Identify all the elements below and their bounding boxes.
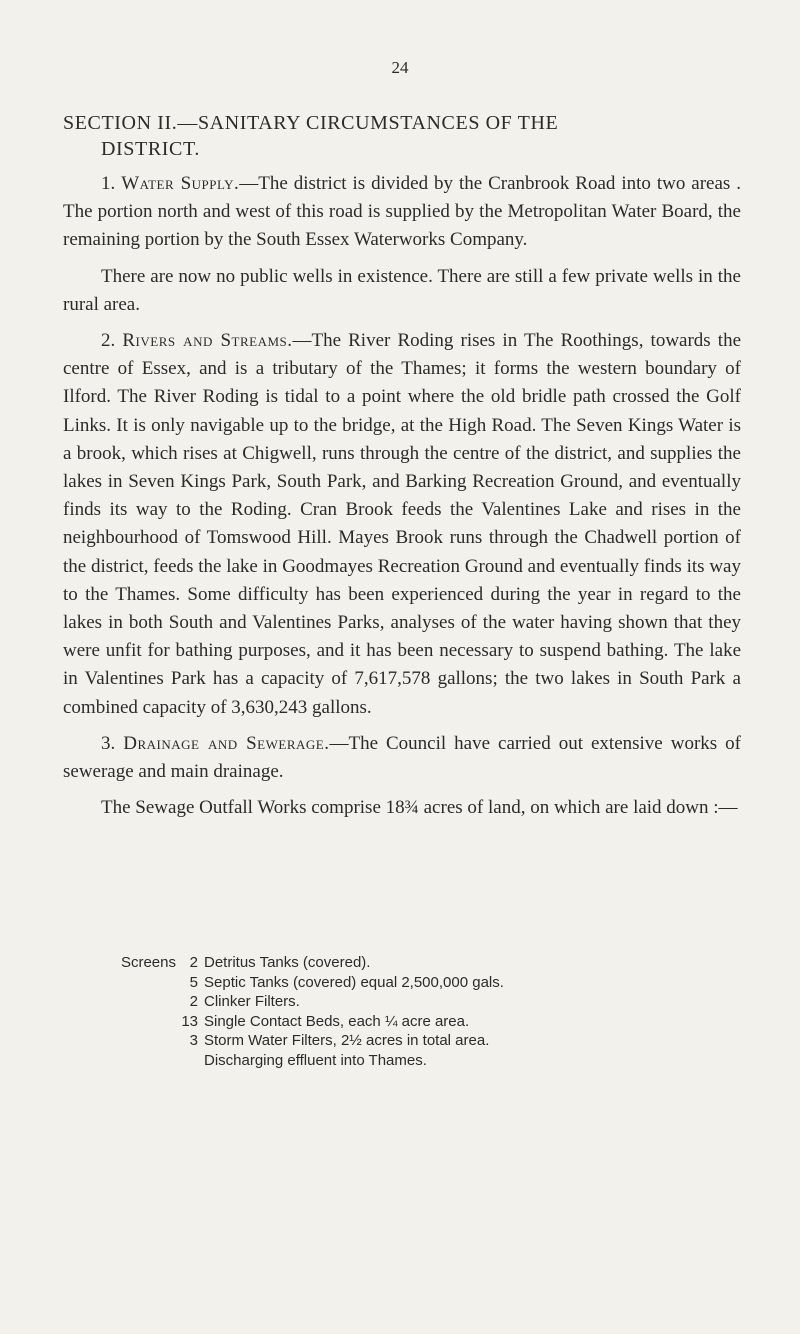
paragraph-rivers: [63, 327, 741, 722]
paragraph-number: 1.: [101, 173, 116, 194]
list-item-text: Detritus Tanks (covered).: [204, 954, 371, 971]
list-item-text: Single Contact Beds, each ¼ acre area.: [204, 1012, 470, 1030]
list-item: [100, 992, 740, 1012]
list-continuation: Discharging effluent into Thames.: [204, 1051, 427, 1069]
paragraph-number: 3.: [101, 732, 116, 754]
list-item-text: Clinker Filters.: [204, 993, 300, 1010]
paragraph-title: Rivers and Streams.: [122, 330, 293, 352]
section-heading-line2: DISTRICT.: [101, 138, 200, 160]
body-text: [63, 170, 741, 830]
section-heading-line1: SECTION II.—SANITARY CIRCUMSTANCES OF THE: [63, 112, 559, 134]
paragraph-outfall: The Sewage Outfall Works comprise 18¾ acres of land, on which are laid down :—: [101, 797, 738, 819]
list-item-count: 3: [189, 1032, 198, 1049]
list-item-text: Storm Water Filters, 2½ acres in total area.: [204, 1032, 490, 1049]
list-item: [100, 973, 740, 993]
list-item: [100, 1012, 740, 1032]
list-item-text: Septic Tanks (covered) equal 2,500,000 gals.: [204, 973, 504, 991]
paragraph-water-supply: [63, 170, 741, 255]
list-item-count: 5: [189, 973, 198, 991]
list-lead: Screens: [120, 954, 176, 971]
list-item-count: 2: [189, 993, 198, 1010]
works-list: [100, 953, 740, 1070]
paragraph-text: —The district is divided by the Cranbrook Road into two areas . The portion north and west of this road is supplied by the Metropolitan Water Board, the remaining portion by the South Essex Waterworks Company.: [63, 173, 741, 251]
section-heading: [63, 110, 753, 162]
paragraph-text: —The Council have carried out extensive works of sewerage and main drainage.: [63, 732, 741, 783]
list-item-count: 13: [181, 1012, 198, 1030]
list-item: [100, 953, 740, 973]
list-item-count: 2: [189, 954, 198, 971]
paragraph-text: —The River Roding rises in The Roothings, towards the centre of Essex, and is a tributary of the Thames; it forms the western boundary of Ilford. The River Roding is tidal to a point where the old bridle path crossed the Golf Links. It is only navigable up to the bridge, at the High Road. The Seven Kings Water is a brook, which rises at Chigwell, runs through the centre of the district, and supplies the lakes in Seven Kings Park, South Park, and Barking Recreation Ground, and eventually finds its way to the Roding. Cran Brook feeds the Valentines Lake and rises in the neighbourhood of Tomswood Hill. Mayes Brook runs through the Chadwell portion of the district, feeds the lake in Goodmayes Recreation Ground and eventually finds its way to the Thames. Some difficulty has been experienced during the year in regard to the lakes in both South and Valentines Parks, analyses of the water having shown that they were unfit for bathing purposes, and it has been necessary to suspend bathing. The lake in Valentines Park has a capacity of 7,617,578 gallons; the two lakes in South Park a combined capacity of 3,630,243 gallons.: [63, 330, 742, 718]
paragraph-title: Water Supply.: [121, 173, 240, 194]
paragraph-title: Drainage and Sewerage.: [123, 732, 330, 754]
page-number: 24: [391, 58, 409, 77]
list-item: [100, 1031, 740, 1051]
paragraph-drainage: [63, 730, 741, 786]
paragraph-number: 2.: [101, 330, 116, 352]
paragraph-wells: There are now no public wells in existence. There are still a few private wells in the rural area.: [63, 265, 741, 315]
